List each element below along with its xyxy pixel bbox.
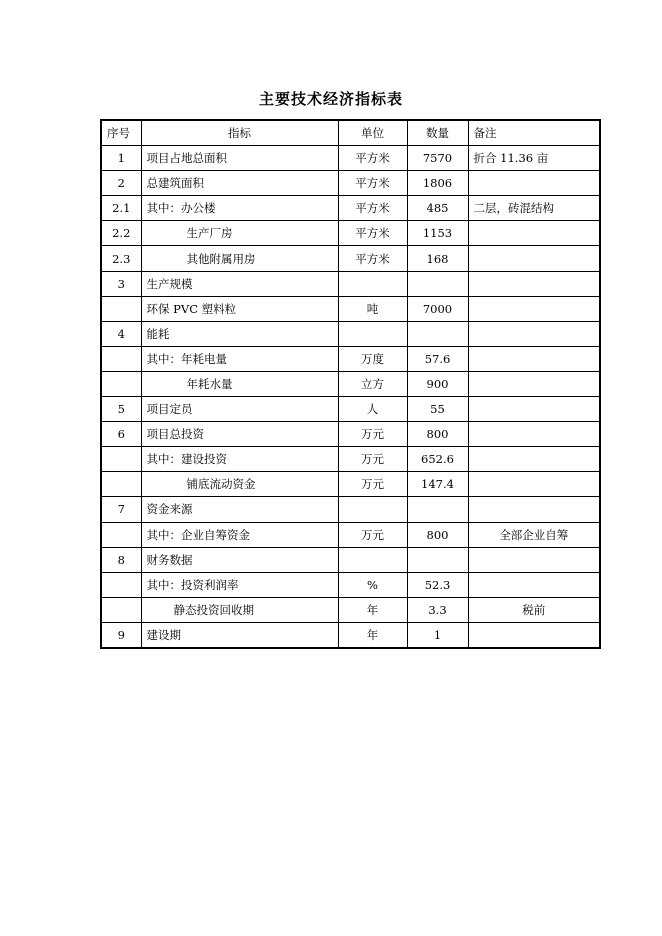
cell-indicator: 环保 PVC 塑料粒 [141,296,338,321]
cell-remarks [468,246,600,271]
cell-indicator: 其中：年耗电量 [141,346,338,371]
cell-indicator: 其中：办公楼 [141,196,338,221]
cell-unit: 平方米 [338,196,407,221]
cell-seq [101,447,141,472]
cell-seq: 7 [101,497,141,522]
cell-quantity: 1806 [407,171,468,196]
cell-indicator: 静态投资回收期 [141,597,338,622]
cell-seq: 1 [101,146,141,171]
cell-quantity: 57.6 [407,346,468,371]
cell-quantity: 7570 [407,146,468,171]
cell-quantity: 485 [407,196,468,221]
cell-seq: 2.1 [101,196,141,221]
cell-indicator: 项目定员 [141,397,338,422]
cell-unit: 万元 [338,422,407,447]
cell-quantity: 652.6 [407,447,468,472]
cell-unit: 年 [338,622,407,648]
cell-quantity [407,321,468,346]
cell-unit: 年 [338,597,407,622]
cell-quantity: 55 [407,397,468,422]
cell-quantity [407,271,468,296]
cell-seq [101,346,141,371]
cell-seq: 3 [101,271,141,296]
cell-seq [101,472,141,497]
cell-quantity [407,547,468,572]
cell-seq [101,522,141,547]
cell-remarks: 全部企业自筹 [468,522,600,547]
header-indicator: 指标 [141,120,338,146]
indicators-table [100,119,601,649]
cell-remarks [468,221,600,246]
cell-quantity: 147.4 [407,472,468,497]
cell-seq [101,371,141,396]
cell-remarks [468,497,600,522]
cell-indicator: 建设期 [141,622,338,648]
cell-remarks [468,296,600,321]
cell-remarks: 折合 11.36 亩 [468,146,600,171]
cell-quantity: 3.3 [407,597,468,622]
cell-indicator: 财务数据 [141,547,338,572]
cell-indicator: 其他附属用房 [141,246,338,271]
cell-indicator: 项目占地总面积 [141,146,338,171]
cell-indicator: 其中：投资利润率 [141,572,338,597]
cell-remarks [468,346,600,371]
cell-remarks [468,171,600,196]
table-row [101,422,600,447]
cell-remarks [468,271,600,296]
cell-indicator: 铺底流动资金 [141,472,338,497]
cell-remarks [468,397,600,422]
cell-unit: 平方米 [338,221,407,246]
cell-seq: 5 [101,397,141,422]
table-row [101,522,600,547]
cell-indicator: 项目总投资 [141,422,338,447]
cell-unit: 平方米 [338,171,407,196]
cell-seq: 2.2 [101,221,141,246]
table-row [101,397,600,422]
cell-seq: 6 [101,422,141,447]
table-row [101,497,600,522]
document-title: 主要技术经济指标表 [258,90,403,108]
cell-unit [338,271,407,296]
table-row [101,146,600,171]
cell-quantity: 7000 [407,296,468,321]
cell-quantity: 1 [407,622,468,648]
table-row [101,321,600,346]
cell-indicator: 能耗 [141,321,338,346]
cell-unit: 万元 [338,447,407,472]
cell-indicator: 资金来源 [141,497,338,522]
table-row [101,246,600,271]
cell-indicator: 年耗水量 [141,371,338,396]
table-row [101,371,600,396]
cell-remarks [468,572,600,597]
header-seq: 序号 [101,120,141,146]
table-row [101,472,600,497]
cell-seq: 8 [101,547,141,572]
table-row [101,346,600,371]
cell-remarks: 二层，砖混结构 [468,196,600,221]
cell-unit: 吨 [338,296,407,321]
cell-quantity: 800 [407,522,468,547]
cell-indicator: 总建筑面积 [141,171,338,196]
cell-remarks [468,472,600,497]
cell-seq: 2.3 [101,246,141,271]
cell-seq: 9 [101,622,141,648]
cell-unit: 人 [338,397,407,422]
table-row [101,196,600,221]
cell-quantity [407,497,468,522]
cell-unit: 万元 [338,522,407,547]
table-row [101,221,600,246]
cell-indicator: 其中：建设投资 [141,447,338,472]
header-remarks: 备注 [468,120,600,146]
cell-unit: 万元 [338,472,407,497]
cell-quantity: 168 [407,246,468,271]
table-row [101,547,600,572]
table-row [101,171,600,196]
cell-unit: 平方米 [338,146,407,171]
cell-unit [338,497,407,522]
cell-remarks [468,547,600,572]
cell-unit: % [338,572,407,597]
table-row [101,572,600,597]
cell-unit [338,321,407,346]
cell-unit: 立方 [338,371,407,396]
cell-unit [338,547,407,572]
cell-quantity: 900 [407,371,468,396]
cell-indicator: 生产厂房 [141,221,338,246]
table-header-row [101,120,600,146]
cell-seq: 4 [101,321,141,346]
cell-remarks [468,447,600,472]
cell-quantity: 800 [407,422,468,447]
cell-indicator: 其中：企业自筹资金 [141,522,338,547]
cell-unit: 平方米 [338,246,407,271]
cell-remarks [468,422,600,447]
table-row [101,447,600,472]
cell-remarks [468,371,600,396]
cell-seq: 2 [101,171,141,196]
table-row [101,296,600,321]
header-quantity: 数量 [407,120,468,146]
header-unit: 单位 [338,120,407,146]
table-row [101,597,600,622]
table-row [101,622,600,648]
cell-seq [101,296,141,321]
cell-unit: 万度 [338,346,407,371]
cell-quantity: 52.3 [407,572,468,597]
cell-remarks [468,321,600,346]
cell-indicator: 生产规模 [141,271,338,296]
cell-remarks [468,622,600,648]
cell-seq [101,597,141,622]
cell-quantity: 1153 [407,221,468,246]
table-row [101,271,600,296]
cell-seq [101,572,141,597]
cell-remarks: 税前 [468,597,600,622]
